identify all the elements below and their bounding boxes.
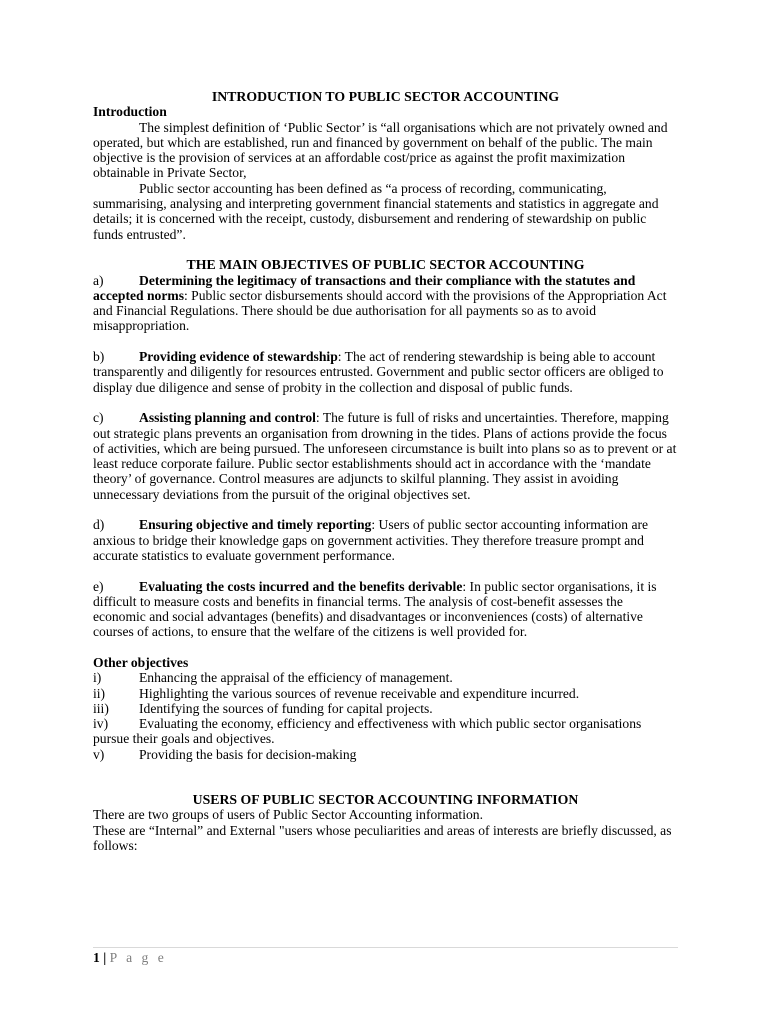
spacer [93,242,678,257]
objective-item-b [93,349,678,395]
objective-text: : In public sector organisations, it is difficult to measure costs and benefits in financial terms. The analysis of cost-benefit assesses the economic and social advantages (benefits) and disadvantages or inconveniences (costs) of alternative courses of actions, to ensure that the welfare of the citizens is well provided for. [93,578,657,640]
objective-item-e [93,579,678,640]
objective-label: d) [93,517,105,533]
list-text: Identifying the sources of funding for capital projects. [139,700,433,716]
objective-title: Ensuring objective and timely reporting [139,517,372,533]
list-label: iii) [93,700,109,716]
objective-item-c [93,410,678,502]
objective-item-a [93,273,678,334]
users-line-1: There are two groups of users of Public Sector Accounting information. [93,807,483,823]
list-text: Providing the basis for decision-making [139,746,357,762]
objective-label: a) [93,272,104,288]
other-objective-item [93,701,678,716]
other-objective-item [93,670,678,685]
list-label: ii) [93,685,106,701]
intro-paragraph-2: Public sector accounting has been defined as “a process of recording, communicating, summarising, analysing and interpreting government financial statements and statistics in aggregate and details; it is concerned with the receipt, custody, disbursement and rendering of stewardship on public funds entrusted”. [93,180,659,242]
objectives-heading: THE MAIN OBJECTIVES OF PUBLIC SECTOR ACCOUNTING [186,257,585,273]
other-objective-item [93,686,678,701]
objective-text: : The act of rendering stewardship is being able to account transparently and diligently for resources entrusted. Government and public sector officers are obliged to display due diligence and sense of probity in the collection and disposal of public funds. [93,349,664,395]
objective-text: : The future is full of risks and uncertainties. Therefore, mapping out strategic plans prevents an organisation from drowning in the tides. Plans of actions provide the focus of activities, which are being pursued. The unforeseen circumstance is built into plans so as to prevent or at least reduce corporate failure. Public sector establishments should act in accordance with the ‘mandate theory’ of governance. Control measures are adjuncts to skilful planning. They assist in avoiding unnecessary deviations from the pursuit of the original objectives set. [93,410,677,502]
objective-text: : Users of public sector accounting information are anxious to bridge their knowledge gaps on government activities. They therefore treasure prompt and accurate statistics to evaluate government performance. [93,517,649,563]
intro-paragraph-1: The simplest definition of ‘Public Sector’ is “all organisations which are not privately owned and operated, but which are established, run and financed by government on behalf of the public. The main objective is the provision of services at an affordable cost/price as against the profit maximization obtainable in Private Sector, [93,119,668,181]
objective-label: c) [93,410,104,426]
spacer [93,395,678,410]
footer-divider [93,947,678,948]
document-page [93,89,678,853]
page-word: P a g e [109,950,167,965]
list-label: i) [93,670,102,686]
users-line-2: These are “Internal” and External "users whose peculiarities and areas of interests are briefly discussed, as follows: [93,822,672,853]
spacer [93,502,678,517]
list-label: v) [93,746,105,762]
objective-label: b) [93,349,105,365]
spacer [93,640,678,655]
intro-heading: Introduction [93,104,167,120]
objective-label: e) [93,578,104,594]
spacer [93,762,678,792]
other-objective-item [93,716,678,747]
list-text: Evaluating the economy, efficiency and effectiveness with which public sector organisations pursue their goals and objectives. [93,716,642,747]
objective-text: : Public sector disbursements should accord with the provisions of the Appropriation Act and Financial Regulations. There should be due authorisation for all payments so as to avoid misappropriation. [93,287,667,334]
objective-item-d [93,517,678,563]
spacer [93,563,678,578]
spacer [93,334,678,349]
objective-title: Determining the legitimacy of transactions and their compliance with the statutes and accepted norms [93,272,636,303]
other-objectives-heading: Other objectives [93,654,189,670]
objective-title: Assisting planning and control [139,410,316,426]
list-label: iv) [93,716,109,732]
list-text: Enhancing the appraisal of the efficiency of management. [139,670,453,686]
page-number: 1 [93,950,100,965]
other-objective-item [93,747,678,762]
footer-separator: | [103,950,107,965]
users-heading: USERS OF PUBLIC SECTOR ACCOUNTING INFORMATION [192,792,579,808]
document-title: INTRODUCTION TO PUBLIC SECTOR ACCOUNTING [211,89,560,104]
objective-title: Evaluating the costs incurred and the benefits derivable [139,578,463,594]
page-footer [93,950,167,965]
list-text: Highlighting the various sources of revenue receivable and expenditure incurred. [139,685,580,701]
objective-title: Providing evidence of stewardship [139,349,338,365]
